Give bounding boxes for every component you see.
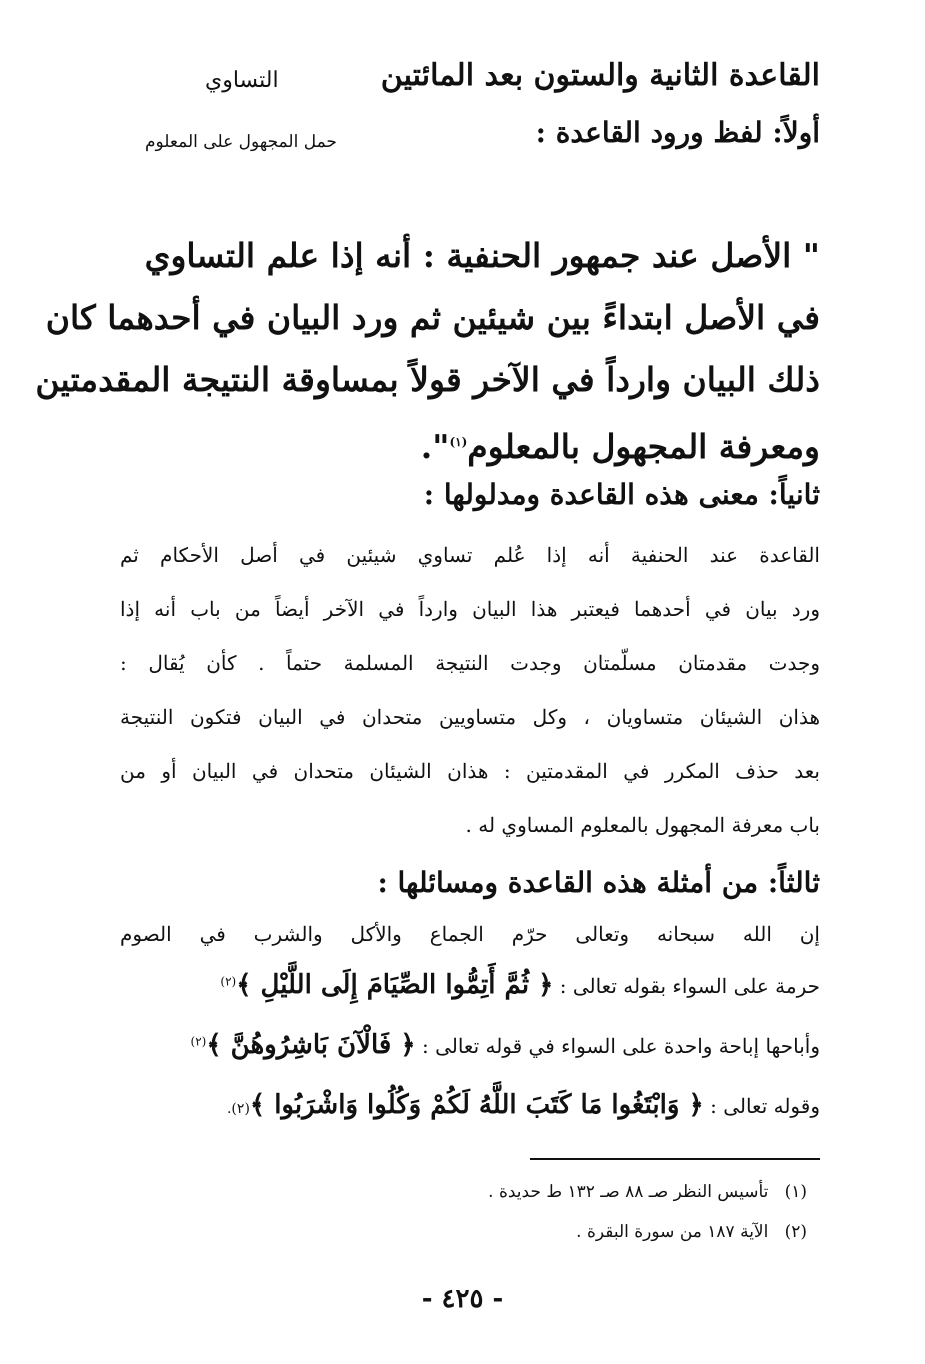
running-head-topic: التساوي (205, 68, 279, 93)
rule-quote (35, 225, 820, 478)
quote-line: " الأصل عند جمهور الحنفية : أنه إذا علم التساوي (144, 236, 820, 275)
example-text: وأباحها إباحة واحدة على السواء في قوله تعالى : (421, 1034, 820, 1058)
quote-line: في الأصل ابتداءً بين شيئين ثم ورد البيان في أحدهما كان (45, 298, 820, 337)
quote-ending: ". (420, 427, 450, 466)
example-text: حرمة على السواء بقوله تعالى : (559, 974, 820, 998)
footnote-ref: (١) (449, 435, 468, 449)
example-text: وقوله تعالى : (710, 1094, 820, 1118)
page-number: - ٤٢٥ - (421, 1284, 504, 1314)
example-line (220, 970, 820, 1000)
paragraph-line: بعد حذف المكرر في المقدمتين : هذان الشيئان متحدان في البيان أو من (120, 759, 820, 783)
footnote-number: (١) (784, 1182, 807, 1202)
section-heading-meaning: ثانياً: معنى هذه القاعدة ومدلولها : (423, 478, 820, 511)
example-line: إن الله سبحانه وتعالى حرّم الجماع والأكل والشرب في الصوم (120, 922, 820, 946)
footnote-ref: (٢) (190, 1034, 207, 1049)
footnote-text: الآية ١٨٧ من سورة البقرة . (576, 1222, 769, 1242)
quran-verse: ﴿ ثُمَّ أَتِمُّوا الصِّيَامَ إِلَى اللَّيْلِ ﴾ (236, 970, 554, 1000)
footnote-separator (530, 1158, 820, 1160)
quote-line (120, 411, 820, 478)
running-head-subtopic: حمل المجهول على المعلوم (145, 132, 337, 152)
meaning-paragraph (120, 528, 820, 852)
example-line (227, 1090, 820, 1120)
rule-title: القاعدة الثانية والستون بعد المائتين (380, 58, 820, 93)
quote-last-text: ومعرفة المجهول بالمعلوم (467, 427, 820, 466)
quote-line: ذلك البيان وارداً في الآخر قولاً بمساوقة النتيجة المقدمتين (35, 360, 820, 399)
paragraph-line: هذان الشيئان متساويان ، وكل متساويين متحدان في البيان فتكون النتيجة (120, 705, 820, 729)
quran-verse: ﴿ وَابْتَغُوا مَا كَتَبَ اللَّهُ لَكُمْ وَكُلُوا وَاشْرَبُوا ﴾ (249, 1090, 704, 1120)
paragraph-line: القاعدة عند الحنفية أنه إذا عُلم تساوي شيئين في أصل الأحكام ثم (120, 543, 820, 567)
footnote-number: (٢) (784, 1222, 807, 1242)
footnote (488, 1182, 807, 1202)
footnote (576, 1222, 807, 1242)
section-heading-wording: أولاً: لفظ ورود القاعدة : (535, 116, 820, 149)
footnote-ref: (٢) (220, 974, 237, 989)
paragraph-line: ورد بيان في أحدهما فيعتبر هذا البيان وارداً في الآخر أيضاً من باب أنه إذا (120, 597, 820, 621)
footnote-text: تأسيس النظر صـ ٨٨ صـ ١٣٢ ط حديدة . (488, 1182, 769, 1202)
example-line (191, 1030, 820, 1060)
footnote-ref: (٢). (226, 1101, 250, 1117)
quran-verse: ﴿ فَالْآنَ بَاشِرُوهُنَّ ﴾ (206, 1030, 416, 1060)
paragraph-line: باب معرفة المجهول بالمعلوم المساوي له . (465, 813, 820, 837)
paragraph-line: وجدت مقدمتان مسلّمتان وجدت النتيجة المسلمة حتماً . كأن يُقال : (120, 651, 820, 675)
section-heading-examples: ثالثاً: من أمثلة هذه القاعدة ومسائلها : (377, 866, 820, 899)
